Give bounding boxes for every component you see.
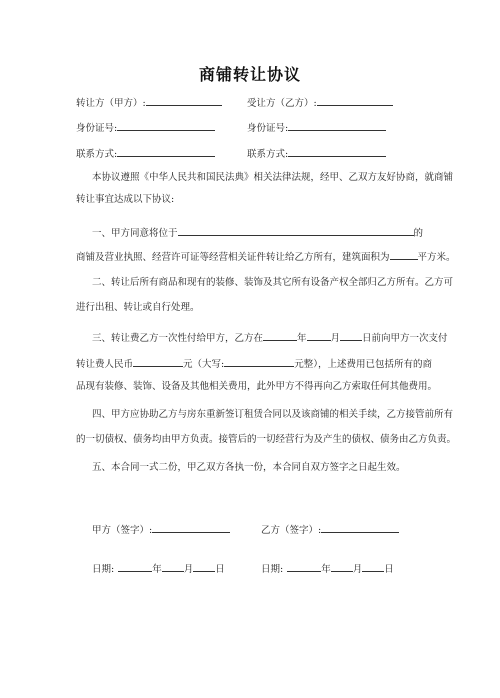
contact-label-a: 联系方式: [76, 149, 118, 160]
clause3-text-e: 元整），上述费用已包括所有的商 [294, 359, 432, 370]
date-b-month-blank[interactable] [331, 560, 353, 572]
transferor-row [76, 94, 222, 111]
intro-line-1: 本协议遵照《中华人民共和国民法典》相关法律法规，经甲、乙双方友好协商，就商铺 [92, 172, 454, 183]
clause3-line-2 [76, 355, 432, 372]
date-a-year-blank[interactable] [118, 560, 152, 572]
clause1-text-a: 一、甲方同意将位于 [92, 228, 178, 239]
clause5-line-1: 五、本合同一式二份，甲乙双方各执一份，本合同自双方签字之日起生效。 [92, 462, 406, 473]
clause1-text-2b: 平方米。 [417, 252, 456, 263]
clause3-year-blank[interactable] [263, 329, 297, 341]
clause1-line-1 [92, 224, 423, 241]
date-a-year-label: 年 [152, 564, 162, 575]
clause3-month-label: 月 [330, 333, 341, 344]
clause3-line-1 [92, 329, 448, 346]
contact-blank-b[interactable] [288, 145, 386, 157]
date-b-year-blank[interactable] [287, 560, 321, 572]
transferee-blank[interactable] [317, 94, 393, 106]
clause2-line-1: 二、转让后所有商品和现有的装修、装饰及其它所有设备产权全部归乙方所有。乙方可 [92, 277, 454, 288]
clause3-text-b: 日前向甲方一次支付 [362, 333, 448, 344]
id-label-b: 身份证号: [247, 123, 289, 134]
clause1-text-b: 的 [413, 228, 424, 239]
document-title: 商铺转让协议 [198, 65, 301, 84]
date-row-b [261, 560, 394, 577]
date-label-a: 日期: [92, 564, 115, 575]
clause4-line-1: 四、甲方应协助乙方与房东重新签订租赁合同以及该商铺的相关手续，乙方接管前所有 [92, 409, 454, 420]
clause1-text-2a: 商铺及营业执照、经营许可证等经营相关证件转让给乙方所有，建筑面积为 [76, 252, 390, 263]
clause1-location-blank[interactable] [178, 224, 414, 236]
clause3-line-3: 品现有装修、装饰、设备及其他相关费用，此外甲方不得再向乙方索取任何其他费用。 [76, 381, 438, 392]
id-blank-a[interactable] [117, 119, 215, 131]
date-b-day-label: 日 [384, 564, 394, 575]
clause3-text-d: 元（大写: [183, 359, 225, 370]
date-b-month-label: 月 [352, 564, 363, 575]
id-row-b [247, 119, 386, 136]
clause3-amount-blank[interactable] [133, 355, 183, 367]
clause2-line-2: 进行出租、转让或自行处理。 [76, 302, 200, 313]
contact-row-b [247, 145, 386, 162]
clause3-text-c: 转让费人民币 [76, 359, 134, 370]
party-b-signature-blank[interactable] [321, 521, 399, 533]
intro-line-2: 转让事宜达成以下协议: [76, 194, 175, 205]
clause3-amount-words-blank[interactable] [224, 355, 294, 367]
date-b-day-blank[interactable] [362, 560, 384, 572]
date-a-month-blank[interactable] [162, 560, 184, 572]
id-blank-b[interactable] [288, 119, 386, 131]
id-row-a [76, 119, 215, 136]
transferor-blank[interactable] [146, 94, 222, 106]
contact-row-a [76, 145, 215, 162]
contact-label-b: 联系方式: [247, 149, 289, 160]
date-row-a [92, 560, 225, 577]
date-a-month-label: 月 [183, 564, 194, 575]
date-label-b: 日期: [261, 564, 284, 575]
clause4-line-2: 的一切债权、债务均由甲方负责。接管后的一切经营行为及产生的债权、债务由乙方负责。 [76, 434, 457, 445]
transferee-row [247, 94, 393, 111]
clause3-text-a: 三、转让费乙方一次性付给甲方，乙方在 [92, 333, 264, 344]
party-b-signature-row [261, 521, 399, 538]
party-a-signature-blank[interactable] [152, 521, 230, 533]
clause1-line-2 [76, 248, 456, 265]
clause3-day-blank[interactable] [340, 329, 362, 341]
clause1-area-blank[interactable] [390, 248, 418, 260]
contact-blank-a[interactable] [117, 145, 215, 157]
id-label-a: 身份证号: [76, 123, 118, 134]
party-a-signature-row [92, 521, 230, 538]
date-a-day-label: 日 [215, 564, 225, 575]
transferee-label: 受让方（乙方）: [247, 98, 317, 109]
date-a-day-blank[interactable] [193, 560, 215, 572]
clause3-year-label: 年 [297, 333, 307, 344]
party-a-signature-label: 甲方（签字）: [92, 525, 153, 536]
clause3-month-blank[interactable] [307, 329, 331, 341]
date-b-year-label: 年 [321, 564, 331, 575]
party-b-signature-label: 乙方（签字）: [261, 525, 322, 536]
transferor-label: 转让方（甲方）: [76, 98, 146, 109]
